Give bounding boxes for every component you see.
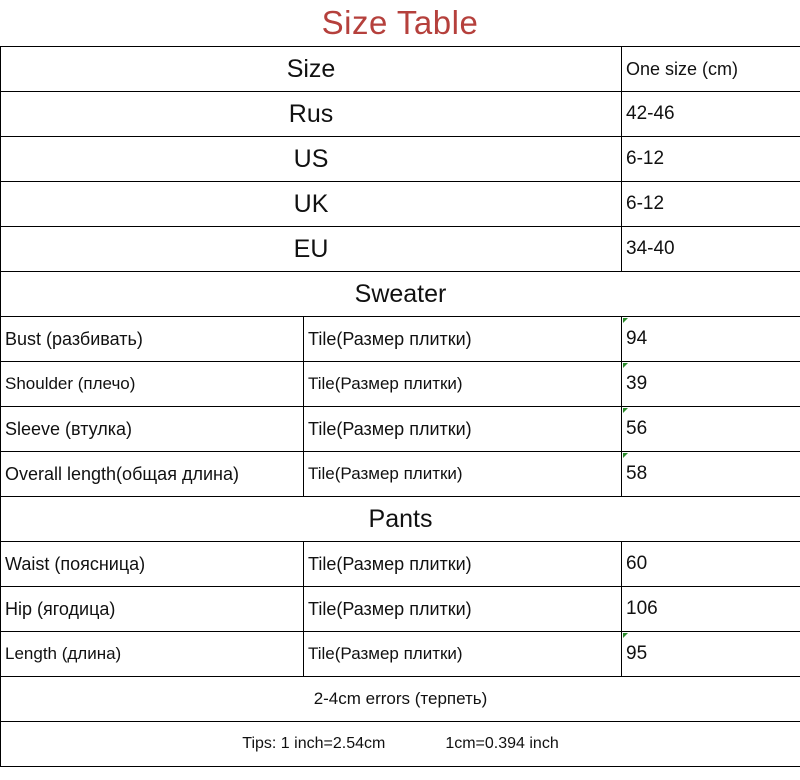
measurement-name: Waist (поясница) [1, 542, 304, 587]
region-row [1, 92, 800, 137]
measurement-name: Bust (разбивать) [1, 317, 304, 362]
cell-marker-icon [623, 318, 628, 323]
cell-marker-icon [623, 363, 628, 368]
table-row [1, 317, 800, 362]
pants-section-row [1, 497, 800, 542]
measurement-name: Hip (ягодица) [1, 587, 304, 632]
measurement-name: Length (длина) [1, 632, 304, 677]
pants-heading: Pants [1, 497, 800, 542]
table-row [1, 452, 800, 497]
region-value: 42-46 [622, 92, 800, 137]
region-row [1, 137, 800, 182]
table-row [1, 407, 800, 452]
measurement-type: Tile(Размер плитки) [304, 362, 622, 407]
region-label: Rus [1, 92, 622, 137]
table-row [1, 587, 800, 632]
measurement-name: Sleeve (втулка) [1, 407, 304, 452]
region-row [1, 182, 800, 227]
measurement-type: Tile(Размер плитки) [304, 542, 622, 587]
size-header-label: Size [1, 47, 622, 92]
measurement-name: Overall length(общая длина) [1, 452, 304, 497]
measurement-name: Shoulder (плечо) [1, 362, 304, 407]
size-table [0, 46, 800, 767]
size-header-row [1, 47, 800, 92]
region-value: 6-12 [622, 137, 800, 182]
sweater-heading: Sweater [1, 272, 800, 317]
measurement-value: 94 [626, 328, 648, 349]
tips-cm: 1cm=0.394 inch [445, 735, 559, 752]
cell-marker-icon [623, 633, 628, 638]
tips-inch: Tips: 1 inch=2.54cm [242, 735, 386, 752]
tips-row [1, 722, 800, 767]
table-row [1, 542, 800, 587]
measurement-value: 60 [622, 542, 800, 587]
measurement-value-cell [622, 407, 800, 452]
region-label: EU [1, 227, 622, 272]
measurement-type: Tile(Размер плитки) [304, 632, 622, 677]
table-row [1, 362, 800, 407]
measurement-value-cell [622, 317, 800, 362]
region-label: US [1, 137, 622, 182]
region-label: UK [1, 182, 622, 227]
measurement-value: 58 [626, 463, 648, 484]
measurement-value: 95 [626, 643, 648, 664]
measurement-type: Tile(Размер плитки) [304, 317, 622, 362]
region-value: 34-40 [622, 227, 800, 272]
measurement-type: Tile(Размер плитки) [304, 407, 622, 452]
cell-marker-icon [623, 453, 628, 458]
errors-note-row [1, 677, 800, 722]
region-value: 6-12 [622, 182, 800, 227]
measurement-type: Tile(Размер плитки) [304, 452, 622, 497]
measurement-value: 106 [622, 587, 800, 632]
measurement-value: 39 [626, 373, 648, 394]
measurement-value-cell [622, 362, 800, 407]
measurement-value-cell [622, 632, 800, 677]
measurement-value: 56 [626, 418, 648, 439]
region-row [1, 227, 800, 272]
sweater-section-row [1, 272, 800, 317]
errors-note: 2-4cm errors (терпеть) [1, 677, 800, 722]
tips [1, 722, 800, 767]
page-title: Size Table [321, 4, 479, 41]
cell-marker-icon [623, 408, 628, 413]
measurement-type: Tile(Размер плитки) [304, 587, 622, 632]
unit-header-label: One size (cm) [622, 47, 800, 92]
table-row [1, 632, 800, 677]
measurement-value-cell [622, 452, 800, 497]
